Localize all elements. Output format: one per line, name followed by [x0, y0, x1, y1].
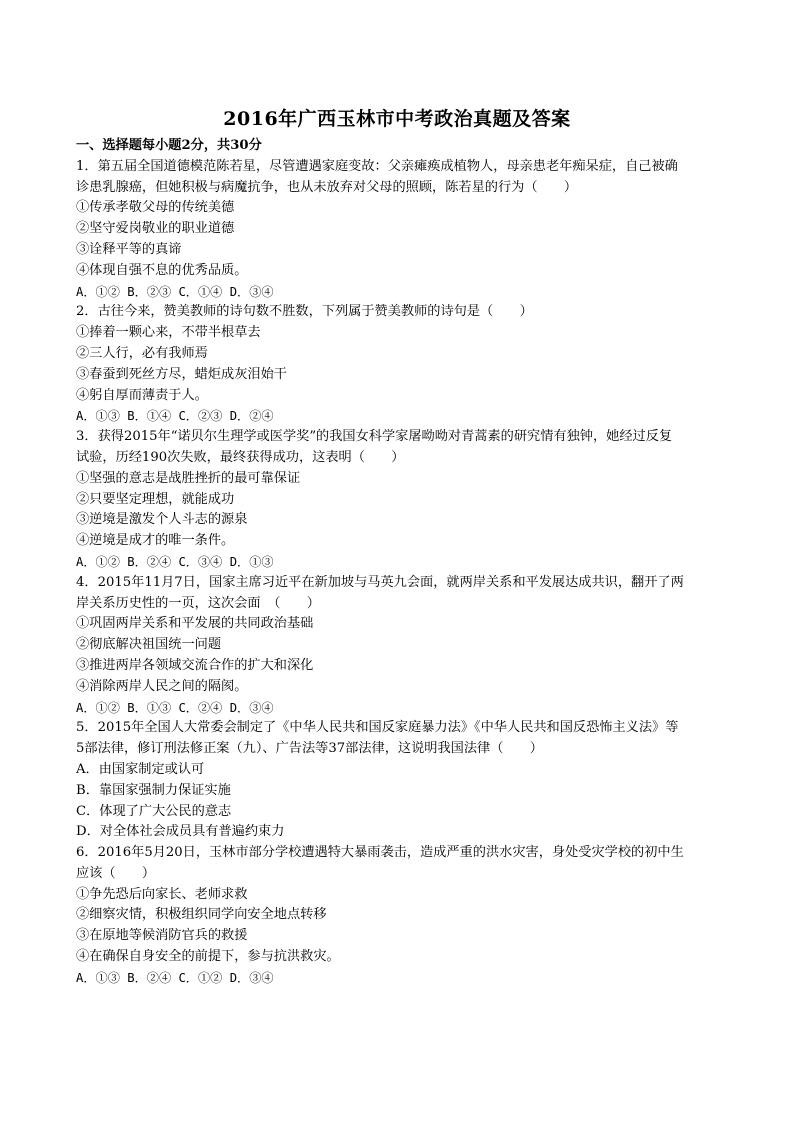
answer-choices: A．①② B．②③ C．①④ D．③④: [76, 284, 274, 299]
question-option: ②坚守爱岗敬业的职业道德: [76, 221, 235, 237]
question-option: ④逆境是成才的唯一条件。: [76, 533, 235, 549]
question-option: ①捧着一颗心来，不带半根草去: [76, 325, 261, 341]
question-option: ③逆境是激发个人斗志的源泉: [76, 512, 248, 528]
answer-choices: A．①② B．①③ C．②④ D．③④: [76, 700, 274, 715]
question-stem-line: 应该（ ）: [76, 865, 156, 881]
question-option: ③春蚕到死丝方尽，蜡炬成灰泪始干: [76, 366, 287, 382]
question-option: ④躬自厚而薄责于人。: [76, 387, 208, 403]
question-option: ③推进两岸各领域交流合作的扩大和深化: [76, 657, 314, 673]
question-option: ③在原地等候消防官兵的救援: [76, 928, 248, 944]
question-stem-line: 试验，历经190次失败，最终获得成功，这表明（ ）: [76, 449, 405, 465]
question-stem-line: 诊患乳腺癌，但她积极与病魔抗争，也从未放弃对父母的照顾，陈若星的行为（ ）: [76, 179, 578, 195]
question-2: [76, 302, 720, 427]
question-stem-line: 5部法律，修订刑法修正案（九）、广告法等37部法律，这说明我国法律（ ）: [76, 741, 543, 757]
question-option: ④消除两岸人民之间的隔阂。: [76, 678, 248, 694]
question-option: ①坚强的意志是战胜挫折的最可靠保证: [76, 470, 301, 486]
question-option: ②只要坚定理想，就能成功: [76, 491, 235, 507]
section-heading: 一、选择题每小题2分，共30分: [76, 138, 262, 153]
question-option: ①争先恐后向家长、老师求救: [76, 886, 248, 902]
question-option: B．靠国家强制力保证实施: [76, 782, 231, 798]
answer-choices: A．①③ B．①④ C．②③ D．②④: [76, 409, 274, 424]
question-option: C．体现了广大公民的意志: [76, 803, 232, 819]
question-1: [76, 157, 720, 303]
question-stem-line: 2．古往今来，赞美教师的诗句数不胜数，下列属于赞美教师的诗句是（ ）: [76, 304, 533, 320]
question-option: ③诠释平等的真谛: [76, 241, 182, 257]
question-4: [76, 573, 720, 719]
question-option: ①传承孝敬父母的传统美德: [76, 200, 235, 216]
page-title: 2016年广西玉林市中考政治真题及答案: [223, 108, 571, 130]
question-5: [76, 718, 720, 843]
question-option: D．对全体社会成员具有普遍约束力: [76, 824, 285, 840]
answer-choices: A．①③ B．②④ C．①② D．③④: [76, 970, 274, 985]
question-stem-line: 岸关系历史性的一页，这次会面 （ ）: [76, 595, 320, 611]
question-option: ④在确保自身安全的前提下，参与抗洪救灾。: [76, 949, 340, 965]
document-body: [76, 136, 720, 989]
question-3: [76, 427, 720, 573]
question-option: ①巩固两岸关系和平发展的共同政治基础: [76, 616, 314, 632]
question-stem-line: 4．2015年11月7日，国家主席习近平在新加坡与马英九会面，就两岸关系和平发展达成共识，翻开了两: [76, 574, 684, 590]
question-stem-line: 1．第五届全国道德模范陈若星，尽管遭遇家庭变故：父亲瘫痪成植物人，母亲患老年痴呆症，自己被确: [76, 158, 678, 174]
question-stem-line: 3．获得2015年“诺贝尔生理学或医学奖”的我国女科学家屠呦呦对青蒿素的研究情有独钟，她经过反复: [76, 429, 673, 445]
question-6: [76, 843, 720, 989]
question-stem-line: 6．2016年5月20日，玉林市部分学校遭遇特大暴雨袭击，造成严重的洪水灾害，身处受灾学校的初中生: [76, 845, 684, 861]
answer-choices: A．①② B．②④ C．③④ D．①③: [76, 554, 274, 569]
question-option: A．由国家制定或认可: [76, 761, 205, 777]
question-option: ④体现自强不息的优秀品质。: [76, 262, 248, 278]
question-option: ②细察灾情，积极组织同学向安全地点转移: [76, 907, 327, 923]
question-stem-line: 5．2015年全国人大常委会制定了《中华人民共和国反家庭暴力法》《中华人民共和国反恐怖主义法》等: [76, 720, 679, 736]
question-option: ②三人行，必有我师焉: [76, 345, 208, 361]
question-option: ②彻底解决祖国统一问题: [76, 637, 222, 653]
